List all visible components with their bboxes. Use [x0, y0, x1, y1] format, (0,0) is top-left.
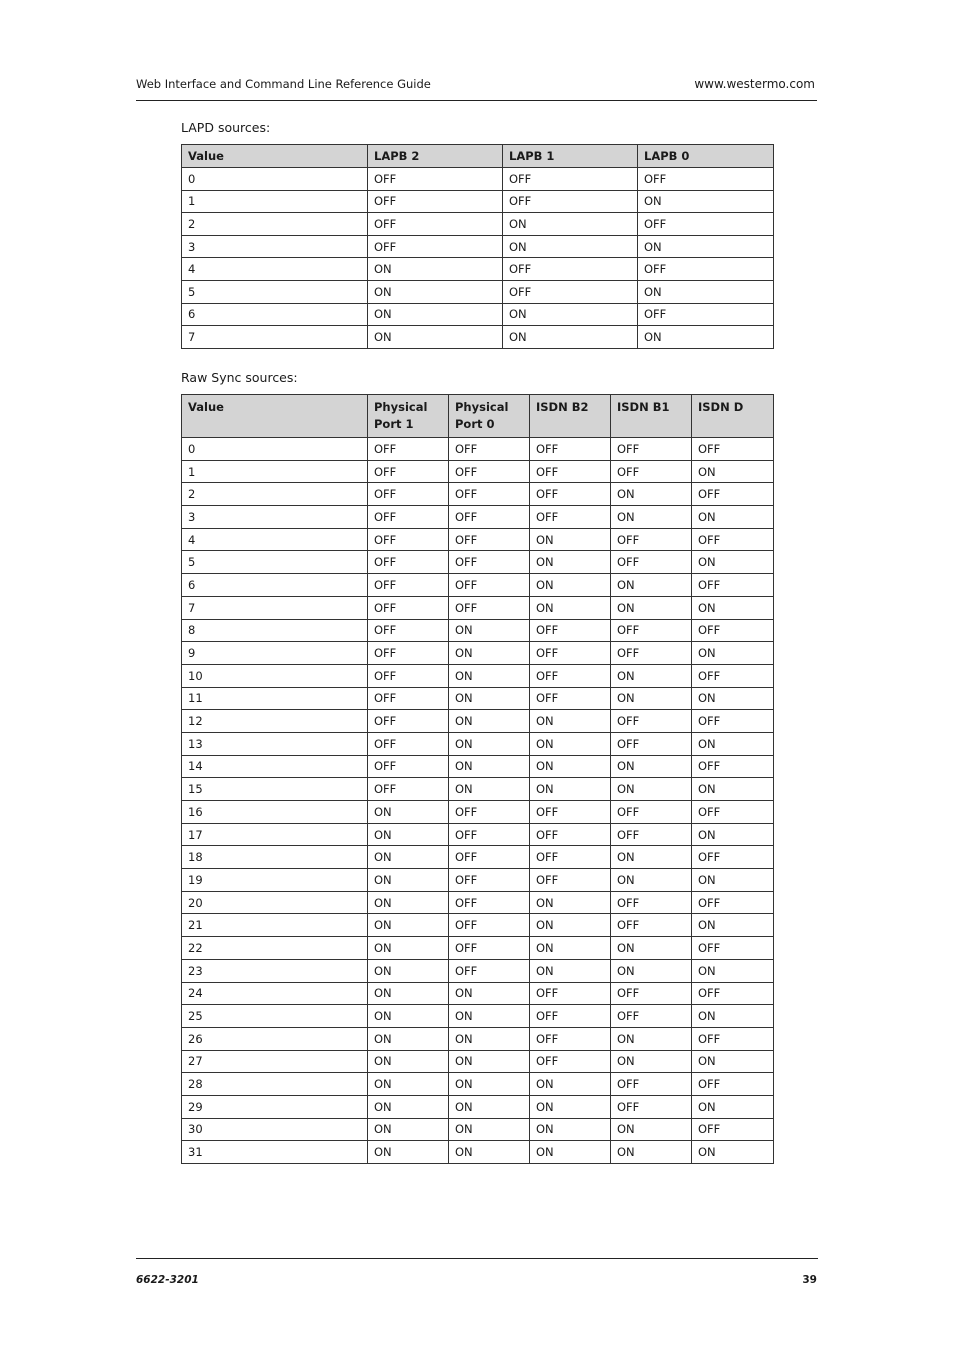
- table-cell: ON: [611, 959, 692, 982]
- page-header: [136, 76, 817, 101]
- table-row: [182, 574, 774, 597]
- table-cell: OFF: [692, 937, 774, 960]
- table-row: [182, 732, 774, 755]
- table-cell: 30: [182, 1118, 368, 1141]
- table-cell: OFF: [530, 846, 611, 869]
- page-footer: [136, 1258, 818, 1286]
- table-cell: OFF: [368, 438, 449, 461]
- table-cell: ON: [368, 959, 449, 982]
- table-cell: 1: [182, 460, 368, 483]
- table-cell: OFF: [368, 483, 449, 506]
- table-row: [182, 190, 774, 213]
- table-cell: ON: [530, 959, 611, 982]
- table-cell: ON: [692, 1050, 774, 1073]
- table-row: [182, 460, 774, 483]
- table-cell: ON: [611, 687, 692, 710]
- table-cell: 6: [182, 303, 368, 326]
- table-cell: OFF: [692, 664, 774, 687]
- table-cell: 25: [182, 1005, 368, 1028]
- table-cell: 23: [182, 959, 368, 982]
- table-cell: OFF: [611, 460, 692, 483]
- table-cell: 22: [182, 937, 368, 960]
- table-cell: ON: [611, 869, 692, 892]
- column-header: ISDN D: [692, 395, 774, 438]
- column-header: Physical Port 1: [368, 395, 449, 438]
- table-cell: OFF: [611, 982, 692, 1005]
- table-cell: 18: [182, 846, 368, 869]
- table-cell: 9: [182, 642, 368, 665]
- table-cell: OFF: [611, 823, 692, 846]
- table-cell: 0: [182, 438, 368, 461]
- table-row: [182, 235, 774, 258]
- table-cell: ON: [368, 1050, 449, 1073]
- table-cell: ON: [611, 1118, 692, 1141]
- table-cell: ON: [503, 326, 638, 349]
- table-cell: OFF: [449, 506, 530, 529]
- table-row: [182, 755, 774, 778]
- table-cell: ON: [368, 823, 449, 846]
- header-url: www.westermo.com: [694, 77, 815, 91]
- column-header: Value: [182, 395, 368, 438]
- lapd-caption: LAPD sources:: [181, 120, 271, 135]
- table-cell: OFF: [530, 460, 611, 483]
- table-cell: OFF: [449, 914, 530, 937]
- table-cell: OFF: [530, 506, 611, 529]
- table-row: [182, 258, 774, 281]
- header-title: Web Interface and Command Line Reference Guide: [136, 77, 431, 91]
- table-cell: ON: [449, 1118, 530, 1141]
- table-cell: 3: [182, 235, 368, 258]
- table-cell: ON: [638, 235, 774, 258]
- table-cell: OFF: [449, 574, 530, 597]
- table-row: [182, 483, 774, 506]
- table-cell: 2: [182, 213, 368, 236]
- table-cell: OFF: [449, 460, 530, 483]
- table-cell: OFF: [368, 528, 449, 551]
- table-cell: ON: [368, 1095, 449, 1118]
- table-cell: ON: [530, 1073, 611, 1096]
- table-row: [182, 823, 774, 846]
- table-cell: OFF: [530, 438, 611, 461]
- table-cell: ON: [692, 914, 774, 937]
- table-cell: 21: [182, 914, 368, 937]
- table-cell: ON: [449, 687, 530, 710]
- column-header: LAPB 1: [503, 145, 638, 168]
- table-row: [182, 303, 774, 326]
- table-cell: 8: [182, 619, 368, 642]
- table-cell: ON: [368, 846, 449, 869]
- table-cell: OFF: [692, 1118, 774, 1141]
- table-cell: OFF: [449, 937, 530, 960]
- table-cell: 19: [182, 869, 368, 892]
- table-cell: OFF: [611, 914, 692, 937]
- table-cell: 4: [182, 528, 368, 551]
- table-row: [182, 1005, 774, 1028]
- table-cell: ON: [692, 1141, 774, 1164]
- table-row: [182, 551, 774, 574]
- table-row: [182, 687, 774, 710]
- table-cell: ON: [368, 869, 449, 892]
- table-row: [182, 869, 774, 892]
- table-cell: OFF: [368, 642, 449, 665]
- table-cell: OFF: [611, 551, 692, 574]
- table-cell: ON: [368, 801, 449, 824]
- table-cell: OFF: [692, 1073, 774, 1096]
- table-cell: ON: [449, 1141, 530, 1164]
- table-cell: OFF: [503, 190, 638, 213]
- table-cell: OFF: [368, 755, 449, 778]
- column-header: ISDN B2: [530, 395, 611, 438]
- page-number: 39: [802, 1274, 817, 1286]
- table-cell: OFF: [368, 213, 503, 236]
- table-cell: 10: [182, 664, 368, 687]
- table-cell: OFF: [530, 823, 611, 846]
- table-cell: 5: [182, 551, 368, 574]
- table-cell: 6: [182, 574, 368, 597]
- table-row: [182, 1073, 774, 1096]
- table-row: [182, 168, 774, 191]
- table-cell: ON: [611, 778, 692, 801]
- table-cell: OFF: [368, 778, 449, 801]
- table-cell: ON: [692, 1005, 774, 1028]
- table-row: [182, 280, 774, 303]
- table-cell: ON: [530, 937, 611, 960]
- table-cell: OFF: [611, 642, 692, 665]
- table-cell: 4: [182, 258, 368, 281]
- table-cell: OFF: [503, 280, 638, 303]
- table-cell: ON: [530, 778, 611, 801]
- table-cell: ON: [503, 235, 638, 258]
- table-cell: 1: [182, 190, 368, 213]
- column-header: LAPB 2: [368, 145, 503, 168]
- table-cell: ON: [692, 1095, 774, 1118]
- table-cell: OFF: [368, 596, 449, 619]
- column-header: Physical Port 0: [449, 395, 530, 438]
- table-cell: OFF: [692, 619, 774, 642]
- table-cell: ON: [530, 732, 611, 755]
- table-cell: ON: [611, 846, 692, 869]
- table-cell: ON: [692, 642, 774, 665]
- table-cell: ON: [611, 483, 692, 506]
- table-cell: OFF: [692, 755, 774, 778]
- table-cell: OFF: [611, 1073, 692, 1096]
- table-cell: ON: [368, 1118, 449, 1141]
- table-cell: 15: [182, 778, 368, 801]
- table-cell: ON: [638, 190, 774, 213]
- table-cell: ON: [449, 1027, 530, 1050]
- table-cell: OFF: [449, 483, 530, 506]
- table-cell: ON: [449, 1073, 530, 1096]
- table-cell: ON: [692, 732, 774, 755]
- table-cell: ON: [611, 1141, 692, 1164]
- table-cell: OFF: [530, 869, 611, 892]
- table-cell: OFF: [368, 710, 449, 733]
- doc-number: 6622-3201: [136, 1274, 199, 1286]
- table-cell: OFF: [449, 846, 530, 869]
- table-cell: ON: [449, 710, 530, 733]
- table-cell: OFF: [449, 823, 530, 846]
- table-cell: ON: [611, 1050, 692, 1073]
- table-cell: ON: [368, 1141, 449, 1164]
- table-cell: ON: [530, 1095, 611, 1118]
- table-cell: 20: [182, 891, 368, 914]
- table-cell: OFF: [503, 258, 638, 281]
- table-header-row: [182, 395, 774, 438]
- table-cell: 27: [182, 1050, 368, 1073]
- table-cell: 2: [182, 483, 368, 506]
- column-header: Value: [182, 145, 368, 168]
- table-cell: ON: [530, 914, 611, 937]
- table-row: [182, 213, 774, 236]
- table-cell: ON: [449, 664, 530, 687]
- table-row: [182, 959, 774, 982]
- table-cell: OFF: [449, 528, 530, 551]
- table-cell: OFF: [611, 710, 692, 733]
- table-row: [182, 982, 774, 1005]
- table-cell: 16: [182, 801, 368, 824]
- table-cell: ON: [692, 506, 774, 529]
- table-cell: ON: [530, 891, 611, 914]
- table-cell: OFF: [368, 168, 503, 191]
- table-row: [182, 1141, 774, 1164]
- table-cell: ON: [368, 303, 503, 326]
- table-cell: OFF: [530, 1027, 611, 1050]
- table-cell: 3: [182, 506, 368, 529]
- table-cell: 28: [182, 1073, 368, 1096]
- table-row: [182, 1095, 774, 1118]
- lapd-sources-table: [181, 144, 774, 349]
- table-cell: OFF: [530, 642, 611, 665]
- table-cell: 5: [182, 280, 368, 303]
- table-cell: ON: [530, 574, 611, 597]
- table-cell: OFF: [368, 687, 449, 710]
- table-cell: OFF: [530, 982, 611, 1005]
- table-cell: ON: [530, 755, 611, 778]
- table-cell: ON: [368, 326, 503, 349]
- table-cell: 31: [182, 1141, 368, 1164]
- table-cell: OFF: [449, 438, 530, 461]
- table-cell: OFF: [530, 801, 611, 824]
- table-cell: OFF: [368, 619, 449, 642]
- table-cell: ON: [449, 732, 530, 755]
- table-cell: OFF: [368, 732, 449, 755]
- table-cell: ON: [692, 596, 774, 619]
- table-cell: ON: [692, 823, 774, 846]
- table-row: [182, 438, 774, 461]
- table-cell: OFF: [530, 483, 611, 506]
- table-cell: ON: [611, 755, 692, 778]
- table-cell: OFF: [638, 213, 774, 236]
- table-cell: ON: [368, 280, 503, 303]
- table-row: [182, 506, 774, 529]
- table-cell: ON: [368, 914, 449, 937]
- table-cell: 12: [182, 710, 368, 733]
- table-cell: ON: [611, 506, 692, 529]
- table-cell: OFF: [530, 664, 611, 687]
- table-cell: ON: [368, 982, 449, 1005]
- table-cell: ON: [530, 710, 611, 733]
- table-row: [182, 1027, 774, 1050]
- table-cell: OFF: [611, 438, 692, 461]
- table-cell: ON: [449, 778, 530, 801]
- table-cell: OFF: [692, 801, 774, 824]
- table-cell: ON: [611, 664, 692, 687]
- table-row: [182, 596, 774, 619]
- table-row: [182, 891, 774, 914]
- raw-sync-sources-table: [181, 394, 774, 1164]
- table-cell: 11: [182, 687, 368, 710]
- table-cell: OFF: [449, 801, 530, 824]
- table-cell: OFF: [692, 1027, 774, 1050]
- table-cell: OFF: [449, 869, 530, 892]
- table-cell: OFF: [503, 168, 638, 191]
- table-cell: 29: [182, 1095, 368, 1118]
- table-cell: ON: [530, 528, 611, 551]
- table-cell: ON: [368, 891, 449, 914]
- table-cell: ON: [692, 551, 774, 574]
- table-cell: OFF: [638, 303, 774, 326]
- table-cell: OFF: [692, 891, 774, 914]
- table-cell: OFF: [611, 1095, 692, 1118]
- table-cell: OFF: [692, 574, 774, 597]
- table-cell: OFF: [611, 619, 692, 642]
- table-cell: OFF: [449, 891, 530, 914]
- table-cell: ON: [503, 303, 638, 326]
- table-row: [182, 326, 774, 349]
- table-cell: OFF: [692, 710, 774, 733]
- table-cell: 7: [182, 596, 368, 619]
- table-cell: OFF: [368, 235, 503, 258]
- table-cell: ON: [368, 1027, 449, 1050]
- table-row: [182, 1050, 774, 1073]
- table-cell: ON: [530, 596, 611, 619]
- table-cell: OFF: [692, 846, 774, 869]
- table-cell: ON: [449, 1050, 530, 1073]
- table-cell: 14: [182, 755, 368, 778]
- table-cell: ON: [368, 1005, 449, 1028]
- table-cell: ON: [692, 778, 774, 801]
- table-cell: 26: [182, 1027, 368, 1050]
- table-cell: ON: [611, 1027, 692, 1050]
- table-cell: ON: [449, 619, 530, 642]
- table-cell: OFF: [611, 1005, 692, 1028]
- table-cell: OFF: [638, 258, 774, 281]
- table-cell: 0: [182, 168, 368, 191]
- table-cell: OFF: [530, 1005, 611, 1028]
- table-row: [182, 1118, 774, 1141]
- table-row: [182, 937, 774, 960]
- table-cell: OFF: [692, 528, 774, 551]
- table-cell: OFF: [449, 959, 530, 982]
- table-cell: OFF: [692, 438, 774, 461]
- table-cell: ON: [692, 869, 774, 892]
- table-cell: 7: [182, 326, 368, 349]
- table-cell: ON: [692, 959, 774, 982]
- table-cell: ON: [449, 755, 530, 778]
- table-cell: OFF: [449, 596, 530, 619]
- table-cell: ON: [368, 1073, 449, 1096]
- table-row: [182, 801, 774, 824]
- table-cell: ON: [611, 937, 692, 960]
- table-cell: OFF: [692, 483, 774, 506]
- table-cell: OFF: [611, 891, 692, 914]
- table-cell: 17: [182, 823, 368, 846]
- table-cell: ON: [368, 258, 503, 281]
- table-cell: OFF: [638, 168, 774, 191]
- table-cell: OFF: [368, 190, 503, 213]
- table-cell: ON: [449, 982, 530, 1005]
- table-cell: OFF: [611, 528, 692, 551]
- table-cell: OFF: [368, 506, 449, 529]
- table-cell: OFF: [368, 551, 449, 574]
- table-row: [182, 528, 774, 551]
- table-cell: OFF: [530, 619, 611, 642]
- table-cell: OFF: [530, 687, 611, 710]
- table-cell: ON: [638, 326, 774, 349]
- table-row: [182, 710, 774, 733]
- table-row: [182, 778, 774, 801]
- table-cell: 13: [182, 732, 368, 755]
- table-cell: OFF: [611, 732, 692, 755]
- table-cell: ON: [449, 1005, 530, 1028]
- table-cell: ON: [692, 687, 774, 710]
- table-row: [182, 619, 774, 642]
- table-cell: OFF: [368, 574, 449, 597]
- table-row: [182, 664, 774, 687]
- table-cell: ON: [368, 937, 449, 960]
- column-header: ISDN B1: [611, 395, 692, 438]
- table-cell: ON: [638, 280, 774, 303]
- table-row: [182, 642, 774, 665]
- table-cell: ON: [449, 642, 530, 665]
- table-cell: ON: [530, 1141, 611, 1164]
- raw-sync-caption: Raw Sync sources:: [181, 370, 298, 385]
- table-cell: ON: [692, 460, 774, 483]
- table-cell: ON: [611, 596, 692, 619]
- table-cell: OFF: [368, 664, 449, 687]
- table-cell: 24: [182, 982, 368, 1005]
- table-cell: OFF: [530, 1050, 611, 1073]
- column-header: LAPB 0: [638, 145, 774, 168]
- table-cell: OFF: [368, 460, 449, 483]
- table-cell: OFF: [449, 551, 530, 574]
- table-cell: ON: [503, 213, 638, 236]
- table-cell: ON: [530, 1118, 611, 1141]
- table-cell: ON: [530, 551, 611, 574]
- table-row: [182, 846, 774, 869]
- table-cell: ON: [449, 1095, 530, 1118]
- table-cell: OFF: [611, 801, 692, 824]
- table-cell: ON: [611, 574, 692, 597]
- table-header-row: [182, 145, 774, 168]
- table-cell: OFF: [692, 982, 774, 1005]
- table-row: [182, 914, 774, 937]
